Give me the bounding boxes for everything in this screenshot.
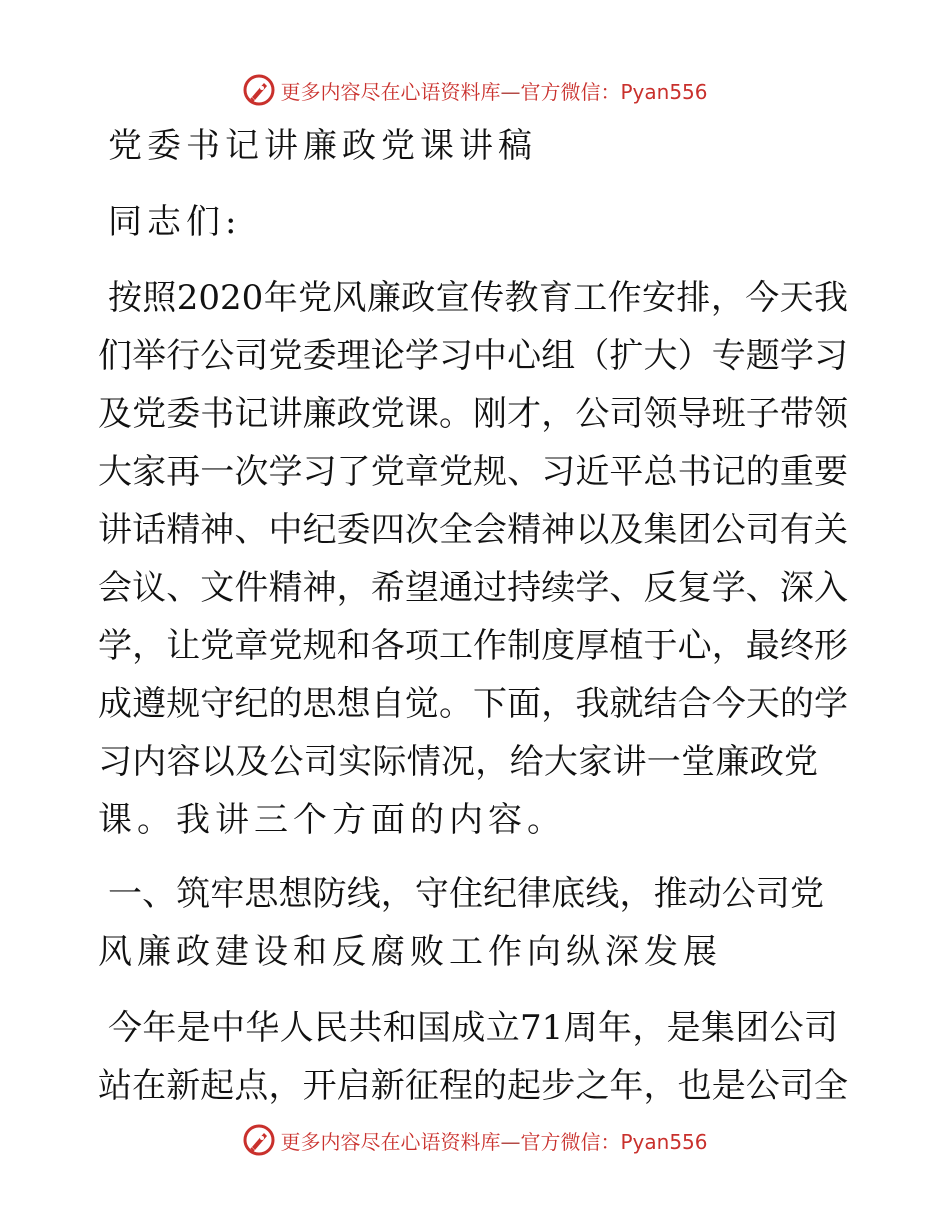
pen-nib-logo-icon xyxy=(242,1123,276,1157)
watermark-separator: — xyxy=(500,79,521,104)
paragraph1-line: 会议、文件精神，希望通过持续学、反复学、深入 xyxy=(98,568,848,608)
paragraph1-line: 讲话精神、中纪委四次全会精神以及集团公司有关 xyxy=(98,510,848,550)
paragraph1-line: 学，让党章党规和各项工作制度厚植于心，最终形 xyxy=(98,626,848,666)
paragraph2-line: 站在新起点，开启新征程的起步之年，也是公司全 xyxy=(98,1066,848,1106)
watermark-wechat-id: Pyan556 xyxy=(620,1129,708,1154)
watermark-wechat-label: 官方微信： xyxy=(520,1129,621,1154)
paragraph1-line: 习内容以及公司实际情况，给大家讲一堂廉政党 xyxy=(98,742,818,782)
paragraph1-line: 们举行公司党委理论学习中心组（扩大）专题学习 xyxy=(98,336,848,376)
section1-heading-line: 风廉政建设和反腐败工作向纵深发展 xyxy=(98,932,722,972)
watermark-site-text: 更多内容尽在心语资料库 xyxy=(280,79,501,104)
pen-nib-logo-icon xyxy=(242,73,276,107)
paragraph2-line: 今年是中华人民共和国成立71周年，是集团公司 xyxy=(108,1008,838,1048)
watermark-text xyxy=(280,1126,707,1155)
watermark-wechat-label: 官方微信： xyxy=(520,79,621,104)
document-title: 党委书记讲廉政党课讲稿 xyxy=(108,126,537,166)
watermark-separator: — xyxy=(500,1129,521,1154)
watermark-banner-bottom xyxy=(0,1120,950,1160)
paragraph1-line: 按照2020年党风廉政宣传教育工作安排，今天我 xyxy=(108,278,848,318)
paragraph1-line: 及党委书记讲廉政党课。刚才，公司领导班子带领 xyxy=(98,394,848,434)
paragraph1-line: 大家再一次学习了党章党规、习近平总书记的重要 xyxy=(98,452,848,492)
watermark-banner-top xyxy=(0,70,950,110)
paragraph1-line: 成遵规守纪的思想自觉。下面，我就结合今天的学 xyxy=(98,684,848,724)
watermark-text xyxy=(280,76,707,105)
section1-heading-line: 一、筑牢思想防线，守住纪律底线，推动公司党 xyxy=(108,874,824,914)
paragraph1-line: 课。我讲三个方面的内容。 xyxy=(98,800,566,840)
watermark-site-text: 更多内容尽在心语资料库 xyxy=(280,1129,501,1154)
watermark-wechat-id: Pyan556 xyxy=(620,79,708,104)
salutation: 同志们: xyxy=(108,202,242,242)
